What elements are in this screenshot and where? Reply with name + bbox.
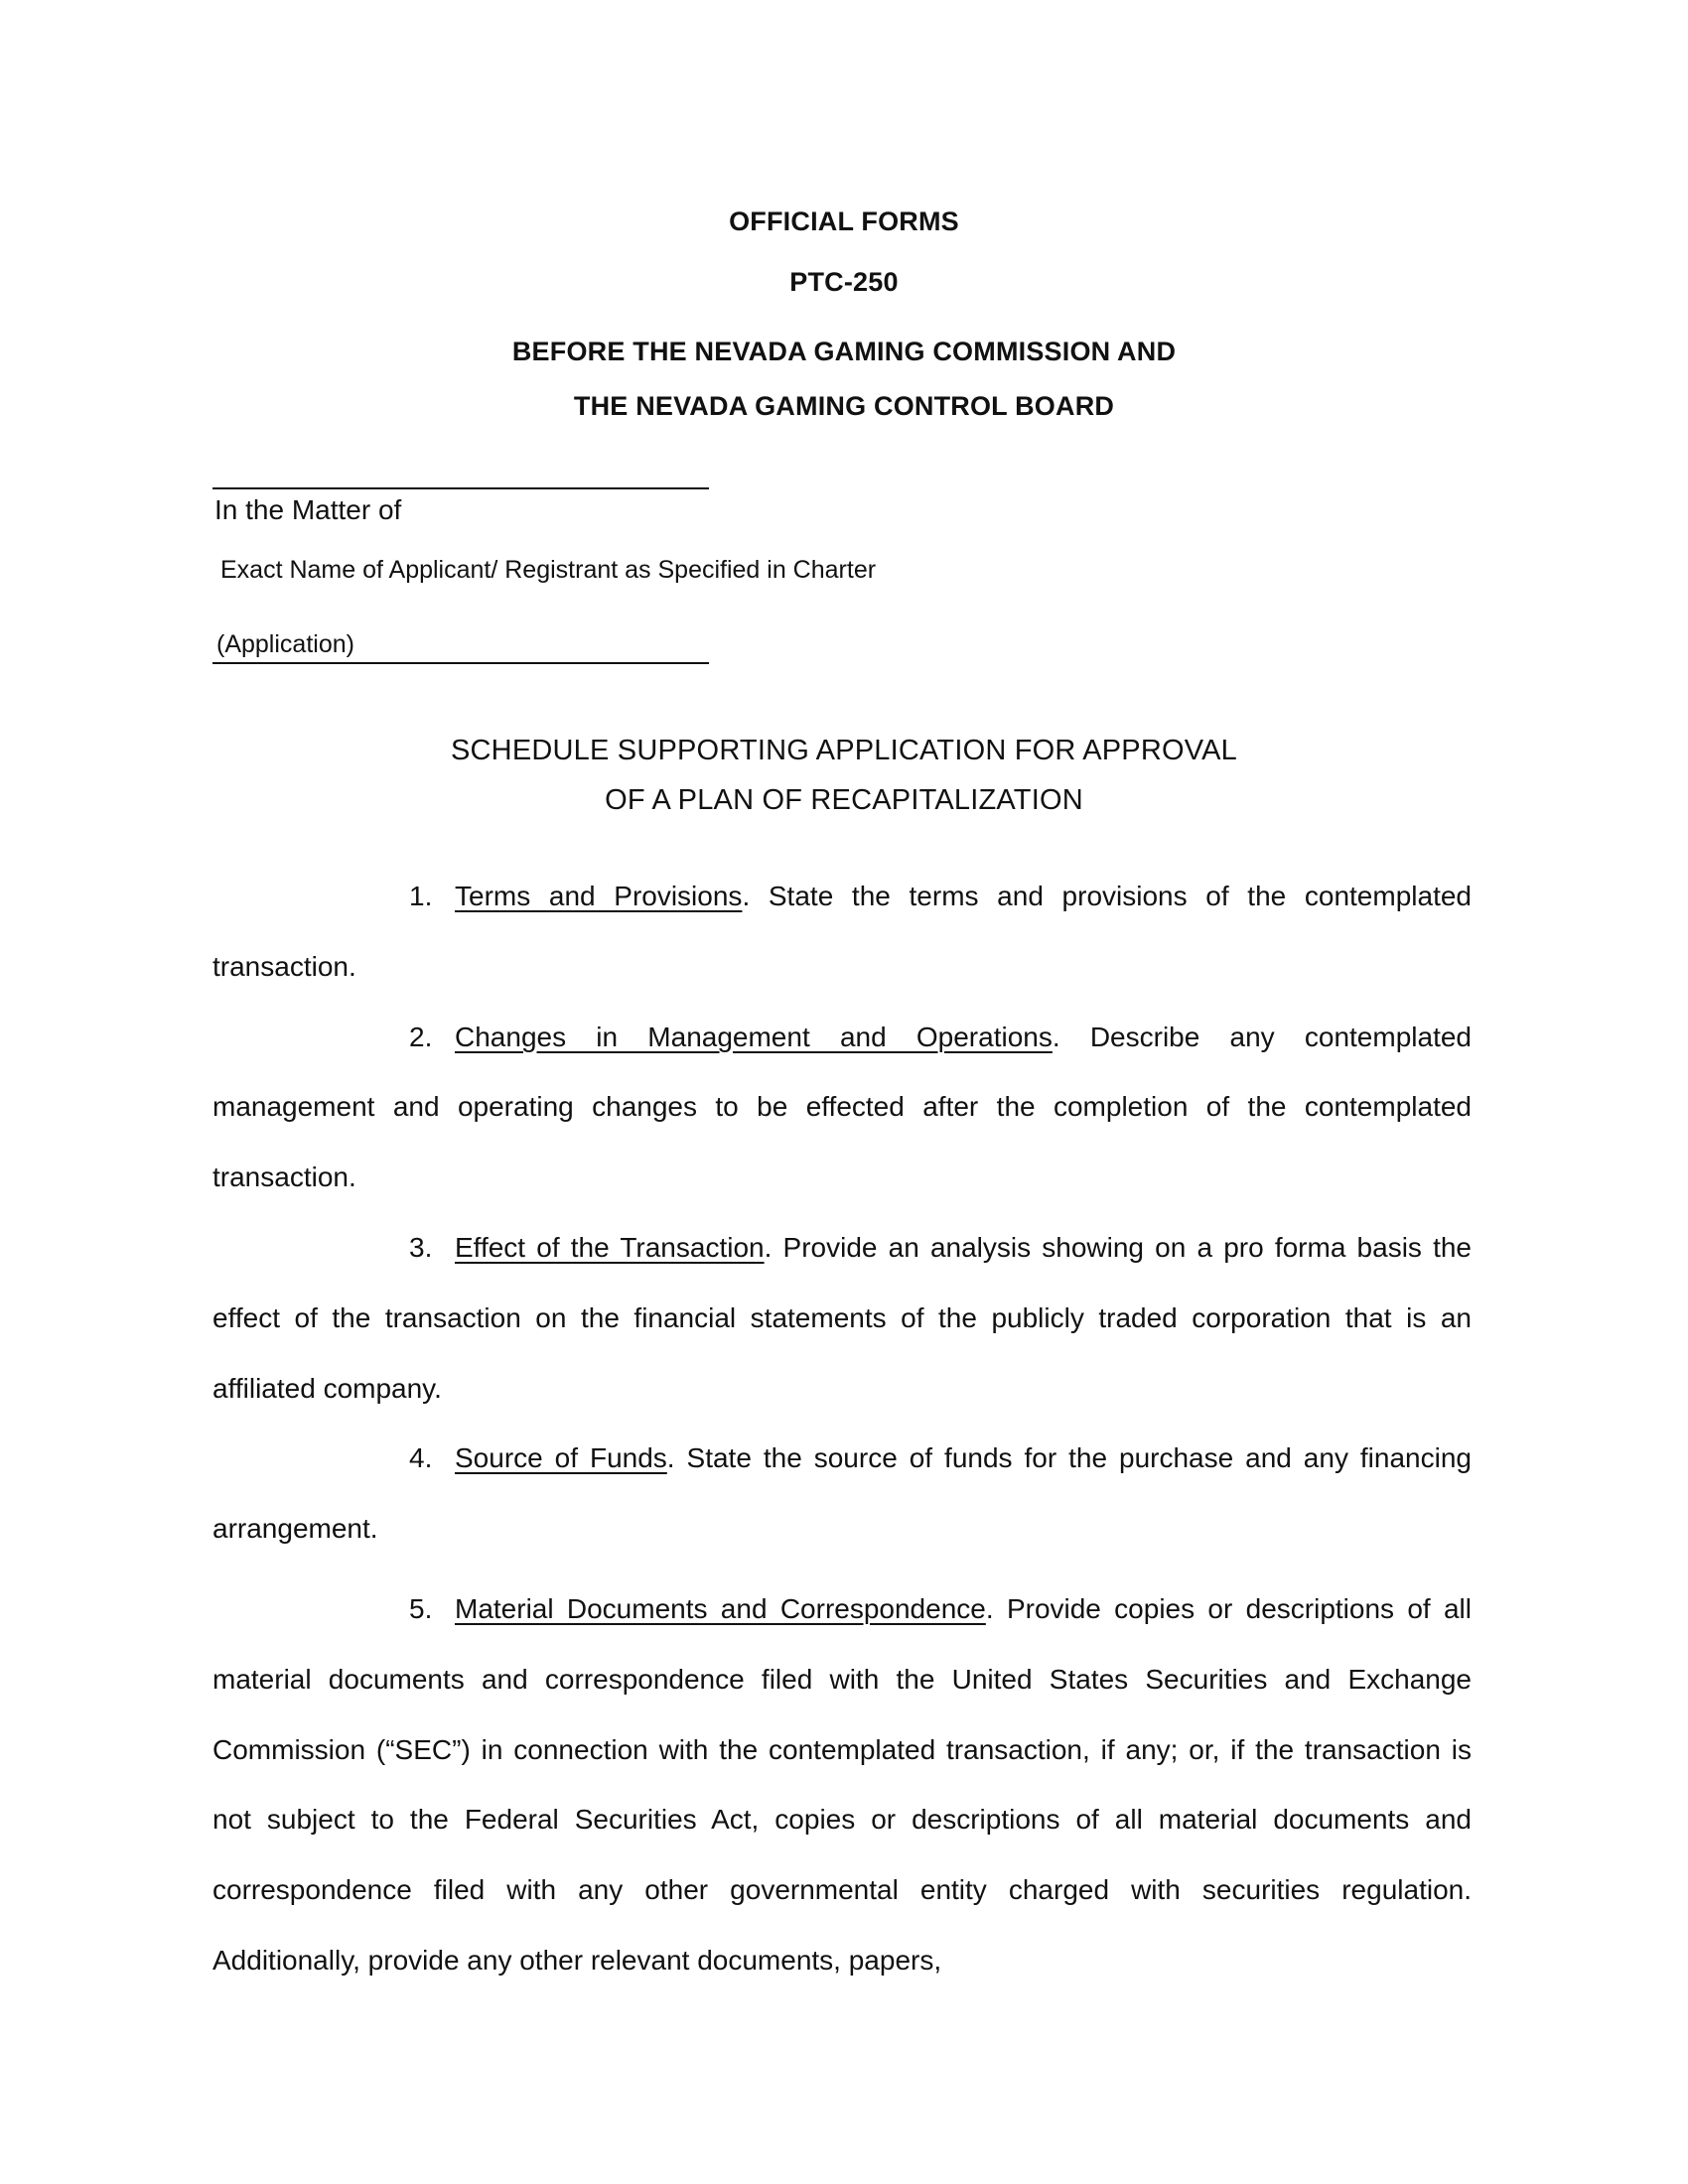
item-text: . Provide an analysis showing on a pro forma basis the effect of the transaction on the financial statements of the publicly traded corporation that is an affiliated company.: [212, 1231, 1473, 1404]
schedule-title-line2: OF A PLAN OF RECAPITALIZATION: [605, 784, 1083, 816]
item-5: [212, 1574, 1472, 1996]
item-1: [212, 862, 1472, 1003]
item-text: . Provide copies or descriptions of all material documents and correspondence filed with the United States Securities and Exchange Commission (“SEC”) in connection with the contemplated transaction, if any; or, if the transaction is not subject to the Federal Securities Act, copies or descriptions of all material documents and correspondence filed with any other governmental entity charged with securities regulation. Additionally, provide any other relevant documents, papers,: [212, 1592, 1473, 1976]
item-3: [212, 1213, 1472, 1424]
header-commission: BEFORE THE NEVADA GAMING COMMISSION AND: [511, 337, 1177, 366]
item-number: 3.: [409, 1231, 433, 1263]
item-number: 4.: [409, 1442, 433, 1474]
item-heading: Changes in Management and Operations: [455, 1021, 1053, 1052]
application-label: (Application): [216, 630, 354, 658]
header-official-forms: OFFICIAL FORMS: [729, 206, 959, 236]
item-heading: Terms and Provisions: [455, 881, 743, 911]
item-heading: Source of Funds: [455, 1442, 667, 1474]
header-control-board: THE NEVADA GAMING CONTROL BOARD: [573, 391, 1115, 421]
item-heading: Material Documents and Correspondence: [455, 1592, 986, 1624]
item-number: 1.: [409, 881, 433, 911]
item-number: 5.: [409, 1592, 433, 1624]
schedule-title-line1: SCHEDULE SUPPORTING APPLICATION FOR APPROVAL: [451, 735, 1237, 766]
schedule-items: [212, 862, 1472, 1996]
matter-label: In the Matter of: [214, 494, 402, 525]
item-number: 2.: [409, 1021, 433, 1052]
item-text: . State the terms and provisions of the contemplated transaction.: [212, 881, 1472, 982]
item-text: . Describe any contemplated management and operating changes to be effected after the completion of the contemplated transaction.: [212, 1021, 1472, 1193]
item-2: [212, 1003, 1472, 1213]
item-4: [212, 1424, 1472, 1565]
caption-bottom-rule: [212, 662, 709, 664]
caption-top-rule: [212, 487, 709, 489]
item-text: . State the source of funds for the purchase and any financing arrangement.: [212, 1442, 1472, 1545]
applicant-name-label: Exact Name of Applicant/ Registrant as Specified in Charter: [220, 556, 877, 584]
item-heading: Effect of the Transaction: [455, 1231, 765, 1263]
header-form-number: PTC-250: [789, 267, 899, 297]
